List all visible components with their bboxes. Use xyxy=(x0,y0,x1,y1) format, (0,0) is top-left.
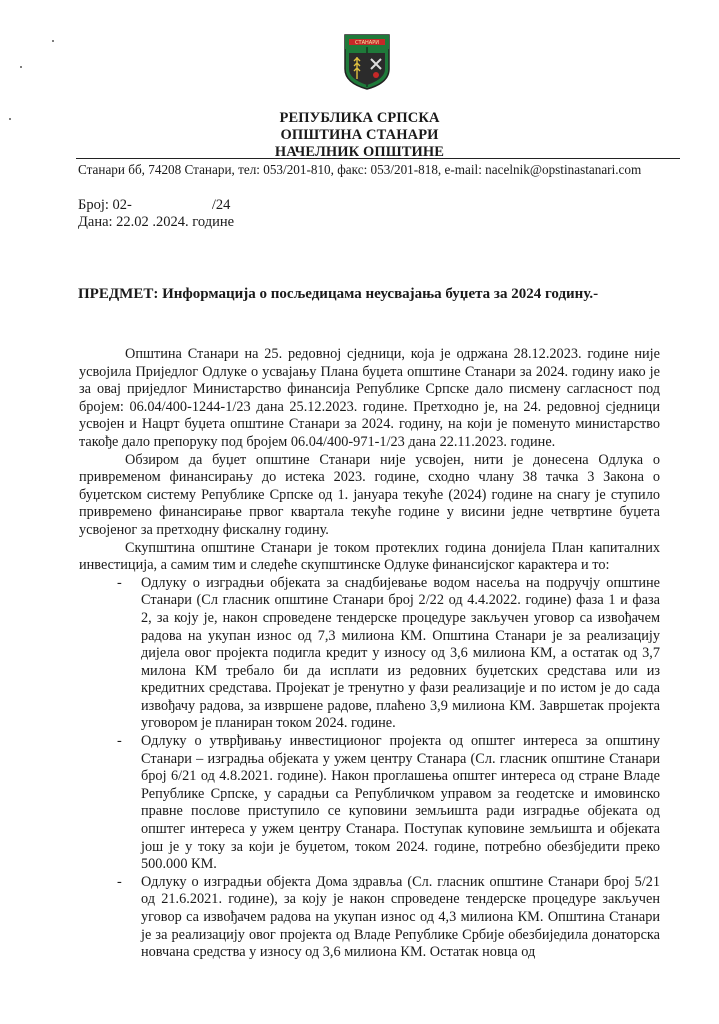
number-label: Број: 02- xyxy=(78,197,132,213)
paragraph: Скупштина општине Станари је током протеклих година донијела План капиталних инвестиција, а самим тим и следеће скупштинске Одлуке финансијског карактера и то: xyxy=(79,539,660,574)
paragraph: Општина Станари на 25. редовној сједници, која је одржана 28.12.2023. године није усвојила Приједлог Одлуке о усвајању Плана буџета општине Станари за 2024. годину иако је за овај приједлог Министарство финансија Републике Српске дало писмену сагласност под бројем: 06.04/400-1244-1/23 дана 25.12.2023. године. Претходно је, на 24. редовној сједници усвојен и Нацрт буџета општине Станари за 2024. годину, на који је поменуто министарство такође дало препоруку под бројем 06.04/400-971-1/23 дана 22.11.2023. године. xyxy=(79,346,660,450)
office-name: НАЧЕЛНИК ОПШТИНЕ xyxy=(274,144,445,160)
document-meta xyxy=(78,197,234,231)
republic-name: РЕПУБЛИКА СРПСКА xyxy=(279,110,440,126)
list-item: - Одлуку о утврђивању инвестиционог пројекта од општег интереса за општину Станари – изградња објеката у ужем центру Станара (Сл. гласник општине Станари број 6/21 од 4.8.2021. године). Након проглашења општег интереса од стране Владе Републике Српске, у сарадњи са Републичком управом за геодетске и имовинско правне послове приступило се куповини земљишта ради изградње објеката од општег интереса у ужем центру Станара. Поступак куповине земљишта и објеката још је у току за који је буџетом, током 2024. године, потребно обезбједити преко 500.000 КМ. xyxy=(141,733,660,874)
document-body xyxy=(79,346,660,962)
contact-line: Станари бб, 74208 Станари, тел: 053/201-810, факс: 053/201-818, e-mail: nacelnik@opstinastanari.com xyxy=(78,162,642,177)
list-item: - Одлуку о изградњи објекта Дома здравља (Сл. гласник општине Станари број 5/21 од 21.6.2021. године), за коју је након спроведене тендерске процедуре закључен уговор са извођачем радова на укупан износ од 4,3 милиона КМ. Општина Станари је за реализацију овог пројекта од Владе Републике Србије обезбиједила донаторска новчана средства у износу од 3,6 милиона КМ. Остатак новца од xyxy=(141,874,660,962)
municipality-name: ОПШТИНА СТАНАРИ xyxy=(280,127,439,143)
document-date: Дана: 22.02 .2024. године xyxy=(78,214,235,230)
crest-label: СТАНАРИ xyxy=(355,40,379,46)
decision-list xyxy=(79,575,660,962)
header-divider xyxy=(76,158,680,159)
document-number xyxy=(78,197,234,214)
number-suffix: /24 xyxy=(211,197,231,213)
list-item: - Одлуку о изградњи објеката за снадбијевање водом насеља на подручју општине Станари (Сл гласник општине Станари број 2/22 од 4.4.2022. године) фаза 1 и фаза 2, за коју је, након спроведене тендерске процедуре закључен уговор са извођачем радова на укупан износ од 7,3 милиона КМ. Општина Станари је за реализацију дијела овог пројекта подигла кредит у износу од 3,6 милиона КМ, а остатак од 3,7 милона КМ требало би да исплати из редовних буџетских средстава или из кредитних средстава. Пројекат је тренутно у фази реализације и по истом је до сада извођачу радова, за извршене радове, плаћено 3,9 милиона КМ. Завршетак пројекта уговором је планиран током 2024. године. xyxy=(141,575,660,733)
municipality-crest-icon xyxy=(343,33,391,91)
paragraph: Обзиром да буџет општине Станари није усвојен, нити је донесена Одлука о привременом финансирању до истека 2023. године, сходно члану 38 тачка 3 Закона о буџетском систему Републике Српске од 1. јануара текуће (2024) године на снагу је ступило привремено финансирање првог квартала текуће године у висини једне четвртине буџета усвојеног за претходну фискалну годину. xyxy=(79,451,660,538)
subject-line: ПРЕДМЕТ: Информација о посљедицама неусвајања буџета за 2024 годину.- xyxy=(78,286,599,302)
letterhead xyxy=(0,110,719,161)
